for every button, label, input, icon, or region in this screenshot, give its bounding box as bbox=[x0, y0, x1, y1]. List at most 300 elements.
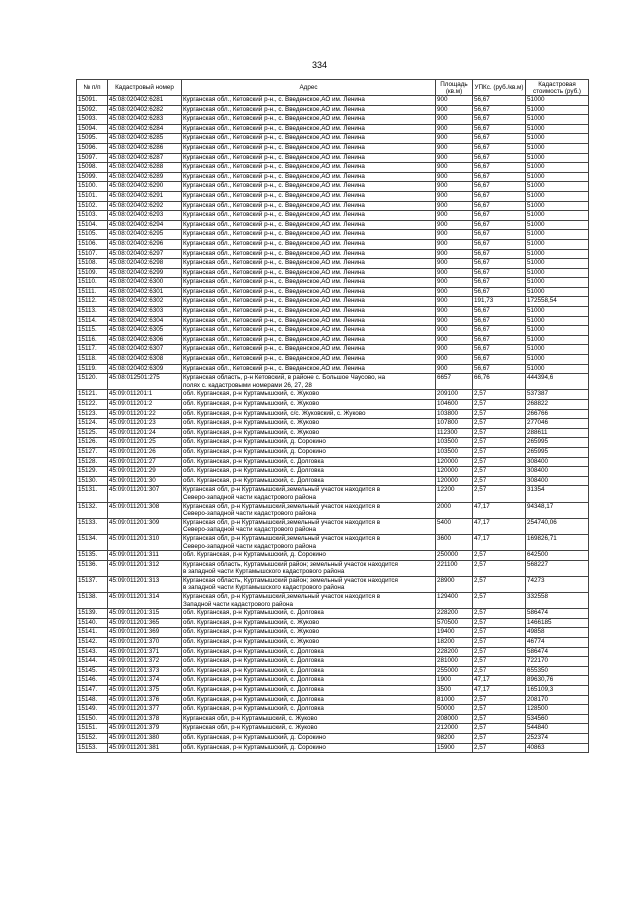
cell-address: обл. Курганская, р-н Куртамышский, с. Долговка bbox=[182, 676, 436, 686]
cell-upks: 2,57 bbox=[473, 647, 526, 657]
table-row bbox=[77, 618, 589, 628]
header-row bbox=[77, 80, 589, 96]
cell-address bbox=[182, 518, 436, 534]
table-row bbox=[77, 560, 589, 576]
cell-area: 900 bbox=[436, 335, 473, 345]
cell-cadastral-number: 45:09:011201:311 bbox=[108, 551, 182, 561]
table-row bbox=[77, 201, 589, 211]
cell-upks: 2,57 bbox=[473, 438, 526, 448]
table-row bbox=[77, 733, 589, 743]
cell-area: 900 bbox=[436, 355, 473, 365]
cell-cadastral-number: 45:08:020402:6283 bbox=[108, 115, 182, 125]
address-line: Курганская обл, р-н Куртамышский,земельный участок находится в bbox=[183, 534, 381, 542]
table-row bbox=[77, 249, 589, 259]
cell-cadastral-number: 45:09:011201:26 bbox=[108, 447, 182, 457]
table-row bbox=[77, 628, 589, 638]
cell-cadastral-number: 45:08:020402:6291 bbox=[108, 191, 182, 201]
cell-upks: 56,67 bbox=[473, 220, 526, 230]
table-row bbox=[77, 278, 589, 288]
cell-upks: 56,67 bbox=[473, 105, 526, 115]
cell-address: Курганская обл., Кетовский р-н., с. Введенское,АО им. Ленина bbox=[182, 326, 436, 336]
address-line: Северо-западной части кадастрового района bbox=[183, 493, 317, 501]
cell-cadastral-value: 31354 bbox=[526, 486, 589, 502]
cell-address: Курганская обл., Кетовский р-н., с. Введенское,АО им. Ленина bbox=[182, 307, 436, 317]
cell-cadastral-value: 51000 bbox=[526, 191, 589, 201]
cell-area: 212000 bbox=[436, 724, 473, 734]
cell-cadastral-number: 45:09:011201:315 bbox=[108, 609, 182, 619]
table-row bbox=[77, 220, 589, 230]
cell-upks: 56,67 bbox=[473, 326, 526, 336]
cell-area: 103500 bbox=[436, 447, 473, 457]
cell-num: 15125. bbox=[77, 428, 108, 438]
cell-upks: 56,67 bbox=[473, 364, 526, 374]
cell-num: 15142. bbox=[77, 638, 108, 648]
cell-num: 15107. bbox=[77, 249, 108, 259]
cell-area: 120000 bbox=[436, 476, 473, 486]
cell-cadastral-value: 51000 bbox=[526, 172, 589, 182]
cell-num: 15101. bbox=[77, 191, 108, 201]
cell-num: 15096. bbox=[77, 143, 108, 153]
cell-num: 15122. bbox=[77, 400, 108, 410]
cell-cadastral-number: 45:08:020402:6286 bbox=[108, 143, 182, 153]
cell-cadastral-value: 128500 bbox=[526, 705, 589, 715]
cell-num: 15137. bbox=[77, 576, 108, 592]
cell-cadastral-number: 45:09:011201:377 bbox=[108, 705, 182, 715]
cell-area: 129400 bbox=[436, 593, 473, 609]
cell-cadastral-number: 45:09:011201:307 bbox=[108, 486, 182, 502]
cell-cadastral-value: 51000 bbox=[526, 96, 589, 106]
cell-address: обл. Курганская, р-н Куртамышский, с. Долговка bbox=[182, 705, 436, 715]
cell-num: 15139. bbox=[77, 609, 108, 619]
cell-area: 2000 bbox=[436, 502, 473, 518]
table-row bbox=[77, 143, 589, 153]
cell-cadastral-number: 45:08:020402:6295 bbox=[108, 230, 182, 240]
cell-cadastral-value: 332558 bbox=[526, 593, 589, 609]
cell-address: Курганская обл., Кетовский р-н., с. Введенское,АО им. Ленина bbox=[182, 259, 436, 269]
cell-num: 15098. bbox=[77, 163, 108, 173]
cell-upks: 2,57 bbox=[473, 560, 526, 576]
cell-address: Курганская обл., Кетовский р-н., с. Введенское,АО им. Ленина bbox=[182, 335, 436, 345]
cell-upks: 47,17 bbox=[473, 534, 526, 550]
cell-area: 18200 bbox=[436, 638, 473, 648]
cell-cadastral-value: 265995 bbox=[526, 447, 589, 457]
cell-area: 209100 bbox=[436, 390, 473, 400]
cell-area: 1900 bbox=[436, 676, 473, 686]
cell-address: обл. Курганская, р-н Куртамышский, с. Жуково bbox=[182, 628, 436, 638]
cell-area: 6657 bbox=[436, 374, 473, 390]
cell-upks: 56,67 bbox=[473, 287, 526, 297]
cell-num: 15104. bbox=[77, 220, 108, 230]
cell-upks: 56,67 bbox=[473, 115, 526, 125]
cell-cadastral-number: 45:09:011201:374 bbox=[108, 676, 182, 686]
cell-cadastral-value: 51000 bbox=[526, 355, 589, 365]
table-row bbox=[77, 335, 589, 345]
cell-cadastral-value: 165109,3 bbox=[526, 686, 589, 696]
cell-address: Курганская обл., Кетовский р-н., с. Введенское,АО им. Ленина bbox=[182, 364, 436, 374]
cell-upks: 2,57 bbox=[473, 428, 526, 438]
cell-upks: 56,67 bbox=[473, 182, 526, 192]
cell-cadastral-value: 51000 bbox=[526, 335, 589, 345]
cell-cadastral-value: 74273 bbox=[526, 576, 589, 592]
address-line: Северо-западной части кадастрового района bbox=[183, 542, 317, 550]
table-row bbox=[77, 268, 589, 278]
cell-cadastral-value: 655350 bbox=[526, 666, 589, 676]
cell-address: обл. Курганская, р-н Куртамышский, с. Долговка bbox=[182, 609, 436, 619]
address-line: Западной части кадастрового района bbox=[183, 600, 294, 608]
cell-area: 112300 bbox=[436, 428, 473, 438]
cell-address: Курганская обл., Кетовский р-н., с. Введенское,АО им. Ленина bbox=[182, 134, 436, 144]
cell-cadastral-number: 45:08:020402:6299 bbox=[108, 268, 182, 278]
cell-upks: 2,57 bbox=[473, 419, 526, 429]
cell-address: обл. Курганская, р-н Куртамышский, с. Жуково bbox=[182, 419, 436, 429]
cell-upks: 2,57 bbox=[473, 743, 526, 753]
cell-upks: 2,57 bbox=[473, 618, 526, 628]
cell-cadastral-number: 45:09:011201:381 bbox=[108, 743, 182, 753]
cell-area: 900 bbox=[436, 326, 473, 336]
cell-address: Курганская обл., Кетовский р-н., с. Введенское,АО им. Ленина bbox=[182, 182, 436, 192]
cell-num: 15113. bbox=[77, 307, 108, 317]
table-row bbox=[77, 124, 589, 134]
cell-address: обл. Курганская, р-н Куртамышский, с. Жуково bbox=[182, 428, 436, 438]
cell-area: 900 bbox=[436, 268, 473, 278]
cell-upks: 191,73 bbox=[473, 297, 526, 307]
cell-cadastral-value: 208170 bbox=[526, 695, 589, 705]
cell-cadastral-value: 94348,17 bbox=[526, 502, 589, 518]
cell-address: Курганская обл., Кетовский р-н., с. Введенское,АО им. Ленина bbox=[182, 191, 436, 201]
address-line: Северо-западной части кадастрового района bbox=[183, 526, 317, 534]
cell-upks: 2,57 bbox=[473, 666, 526, 676]
cell-num: 15144. bbox=[77, 657, 108, 667]
table-row bbox=[77, 96, 589, 106]
cell-upks: 2,57 bbox=[473, 486, 526, 502]
cell-cadastral-number: 45:09:011201:371 bbox=[108, 647, 182, 657]
cell-num: 15135. bbox=[77, 551, 108, 561]
column-header-cadastral-value: Кадастровая стоимость (руб.) bbox=[526, 80, 589, 96]
cell-cadastral-number: 45:09:011201:308 bbox=[108, 502, 182, 518]
cell-address: Курганская обл., Кетовский р-н., с. Введенское,АО им. Ленина bbox=[182, 201, 436, 211]
cell-cadastral-value: 51000 bbox=[526, 182, 589, 192]
table-row bbox=[77, 647, 589, 657]
cell-address: обл. Курганская, р-н Куртамышский, с. Жуково bbox=[182, 400, 436, 410]
cell-address: Курганская обл., Кетовский р-н., с. Введенское,АО им. Ленина bbox=[182, 172, 436, 182]
cell-upks: 56,67 bbox=[473, 355, 526, 365]
table-row bbox=[77, 502, 589, 518]
cell-num: 15146. bbox=[77, 676, 108, 686]
cell-area: 900 bbox=[436, 115, 473, 125]
cell-area: 104600 bbox=[436, 400, 473, 410]
cell-area: 81000 bbox=[436, 695, 473, 705]
table-row bbox=[77, 666, 589, 676]
cell-area: 900 bbox=[436, 172, 473, 182]
cell-area: 103500 bbox=[436, 438, 473, 448]
cell-cadastral-number: 45:08:020402:6309 bbox=[108, 364, 182, 374]
cell-area: 900 bbox=[436, 307, 473, 317]
cell-area: 281000 bbox=[436, 657, 473, 667]
cell-cadastral-number: 45:09:011201:312 bbox=[108, 560, 182, 576]
cell-upks: 56,67 bbox=[473, 124, 526, 134]
table-row bbox=[77, 534, 589, 550]
cell-upks: 47,17 bbox=[473, 518, 526, 534]
cell-upks: 56,67 bbox=[473, 239, 526, 249]
table-row bbox=[77, 153, 589, 163]
cell-cadastral-number: 45:08:020402:6282 bbox=[108, 105, 182, 115]
cell-upks: 56,67 bbox=[473, 259, 526, 269]
table-row bbox=[77, 191, 589, 201]
cell-address: Курганская обл., Кетовский р-н., с. Введенское,АО им. Ленина bbox=[182, 105, 436, 115]
cell-cadastral-number: 45:09:011201:1 bbox=[108, 390, 182, 400]
cell-cadastral-number: 45:09:011201:313 bbox=[108, 576, 182, 592]
cell-upks: 56,67 bbox=[473, 316, 526, 326]
table-row bbox=[77, 230, 589, 240]
cell-upks: 56,67 bbox=[473, 96, 526, 106]
cell-cadastral-value: 51000 bbox=[526, 201, 589, 211]
cell-address bbox=[182, 560, 436, 576]
cell-cadastral-value: 444394,6 bbox=[526, 374, 589, 390]
table-row bbox=[77, 134, 589, 144]
cell-address: Курганская обл., Кетовский р-н., с. Введенское,АО им. Ленина bbox=[182, 163, 436, 173]
cell-num: 15120. bbox=[77, 374, 108, 390]
cell-cadastral-number: 45:08:020402:6303 bbox=[108, 307, 182, 317]
cell-cadastral-value: 51000 bbox=[526, 239, 589, 249]
table-row bbox=[77, 743, 589, 753]
cell-area: 900 bbox=[436, 278, 473, 288]
table-row bbox=[77, 428, 589, 438]
cell-upks: 56,67 bbox=[473, 307, 526, 317]
column-header-area: Площадь (кв.м) bbox=[436, 80, 473, 96]
cell-num: 15108. bbox=[77, 259, 108, 269]
column-header-cadastral-number: Кадастровый номер bbox=[108, 80, 182, 96]
cell-cadastral-value: 265995 bbox=[526, 438, 589, 448]
cell-num: 15095. bbox=[77, 134, 108, 144]
cell-cadastral-value: 586474 bbox=[526, 609, 589, 619]
cell-cadastral-value: 308400 bbox=[526, 476, 589, 486]
cell-area: 900 bbox=[436, 230, 473, 240]
table-row bbox=[77, 390, 589, 400]
cell-address: обл. Курганская, р-н Куртамышский, с. Долговка bbox=[182, 666, 436, 676]
address-line: Курганская область, Куртамышский район; земельный участок находится bbox=[183, 576, 398, 584]
cell-cadastral-value: 51000 bbox=[526, 326, 589, 336]
address-line: Северо-западной части кадастрового района bbox=[183, 510, 317, 518]
cell-cadastral-value: 51000 bbox=[526, 249, 589, 259]
cell-upks: 2,57 bbox=[473, 457, 526, 467]
cell-cadastral-number: 45:09:011201:378 bbox=[108, 714, 182, 724]
cell-num: 15147. bbox=[77, 686, 108, 696]
cell-address: Курганская обл., Кетовский р-н., с. Введенское,АО им. Ленина bbox=[182, 211, 436, 221]
cell-cadastral-number: 45:09:011201:25 bbox=[108, 438, 182, 448]
cell-upks: 66,76 bbox=[473, 374, 526, 390]
cell-address: обл. Курганская, р-н Куртамышский, с. Жуково bbox=[182, 638, 436, 648]
column-header-upks: УПКс. (руб./кв.м) bbox=[473, 80, 526, 96]
cell-cadastral-value: 308400 bbox=[526, 467, 589, 477]
table-row bbox=[77, 609, 589, 619]
cell-num: 15150. bbox=[77, 714, 108, 724]
cell-upks: 2,57 bbox=[473, 551, 526, 561]
cell-address: Курганская обл., Кетовский р-н., с. Введенское,АО им. Ленина bbox=[182, 153, 436, 163]
table-row bbox=[77, 163, 589, 173]
cell-cadastral-value: 308400 bbox=[526, 457, 589, 467]
cell-num: 15130. bbox=[77, 476, 108, 486]
cell-cadastral-value: 51000 bbox=[526, 307, 589, 317]
cell-num: 15143. bbox=[77, 647, 108, 657]
cell-address: обл. Курганская, р-н Куртамышский, с. Долговка bbox=[182, 657, 436, 667]
table-row bbox=[77, 297, 589, 307]
cell-cadastral-number: 45:09:011201:369 bbox=[108, 628, 182, 638]
table-row bbox=[77, 457, 589, 467]
cell-num: 15091. bbox=[77, 96, 108, 106]
cell-cadastral-number: 45:09:011201:373 bbox=[108, 666, 182, 676]
cell-num: 15109. bbox=[77, 268, 108, 278]
cell-upks: 2,57 bbox=[473, 609, 526, 619]
cell-address: Курганская обл, р-н Куртамышский, с. Жуково bbox=[182, 714, 436, 724]
cell-address: Курганская обл., Кетовский р-н., с. Введенское,АО им. Ленина bbox=[182, 249, 436, 259]
address-line: в западной части Куртамышского кадастрового района bbox=[183, 584, 345, 592]
cell-address: обл. Курганская, р-н Куртамышский, д. Сорокино bbox=[182, 438, 436, 448]
cell-address: Курганская обл., Кетовский р-н., с. Введенское,АО им. Ленина bbox=[182, 115, 436, 125]
cell-num: 15114. bbox=[77, 316, 108, 326]
cell-cadastral-value: 51000 bbox=[526, 220, 589, 230]
cell-num: 15100. bbox=[77, 182, 108, 192]
table-row bbox=[77, 518, 589, 534]
cell-area: 900 bbox=[436, 345, 473, 355]
cell-upks: 56,67 bbox=[473, 163, 526, 173]
cell-cadastral-value: 266766 bbox=[526, 409, 589, 419]
cell-cadastral-value: 288611 bbox=[526, 428, 589, 438]
cell-num: 15152. bbox=[77, 733, 108, 743]
cell-cadastral-number: 45:08:020402:6287 bbox=[108, 153, 182, 163]
cell-cadastral-number: 45:08:020402:6301 bbox=[108, 287, 182, 297]
table-row bbox=[77, 400, 589, 410]
table-row bbox=[77, 486, 589, 502]
cell-cadastral-number: 45:09:011201:380 bbox=[108, 733, 182, 743]
cell-upks: 56,67 bbox=[473, 335, 526, 345]
cell-cadastral-value: 51000 bbox=[526, 316, 589, 326]
cell-address bbox=[182, 534, 436, 550]
cell-cadastral-number: 45:08:020402:6281 bbox=[108, 96, 182, 106]
cell-num: 15127. bbox=[77, 447, 108, 457]
cell-address: обл. Курганская, р-н Куртамышский, с. Долговка bbox=[182, 457, 436, 467]
cell-upks: 2,57 bbox=[473, 724, 526, 734]
cell-cadastral-value: 40863 bbox=[526, 743, 589, 753]
cell-address: обл. Курганская, р-н Куртамышский, д. Сорокино bbox=[182, 733, 436, 743]
cell-num: 15141. bbox=[77, 628, 108, 638]
cell-area: 900 bbox=[436, 134, 473, 144]
cell-upks: 2,57 bbox=[473, 593, 526, 609]
table-row bbox=[77, 657, 589, 667]
cell-area: 120000 bbox=[436, 467, 473, 477]
cell-cadastral-value: 51000 bbox=[526, 364, 589, 374]
cell-cadastral-value: 51000 bbox=[526, 153, 589, 163]
cell-num: 15151. bbox=[77, 724, 108, 734]
cell-num: 15136. bbox=[77, 560, 108, 576]
cell-cadastral-number: 45:09:011201:372 bbox=[108, 657, 182, 667]
cell-num: 15126. bbox=[77, 438, 108, 448]
address-line: полях с. кадастровыми номерами 26, 27, 28 bbox=[183, 381, 312, 389]
table-row bbox=[77, 374, 589, 390]
cell-address: обл. Курганская, р-н Куртамышский, с. Жуково bbox=[182, 390, 436, 400]
cell-upks: 2,57 bbox=[473, 705, 526, 715]
cell-upks: 56,67 bbox=[473, 143, 526, 153]
cell-upks: 2,57 bbox=[473, 638, 526, 648]
cell-area: 900 bbox=[436, 211, 473, 221]
cell-num: 15131. bbox=[77, 486, 108, 502]
cell-cadastral-value: 1466185 bbox=[526, 618, 589, 628]
cell-upks: 2,57 bbox=[473, 409, 526, 419]
cell-cadastral-value: 722170 bbox=[526, 657, 589, 667]
table-row bbox=[77, 287, 589, 297]
cell-cadastral-value: 51000 bbox=[526, 105, 589, 115]
table-row bbox=[77, 714, 589, 724]
cell-cadastral-value: 252374 bbox=[526, 733, 589, 743]
cell-area: 900 bbox=[436, 249, 473, 259]
table-body bbox=[77, 96, 589, 753]
table-row bbox=[77, 676, 589, 686]
table-row bbox=[77, 364, 589, 374]
cell-cadastral-number: 45:09:011201:365 bbox=[108, 618, 182, 628]
table-row bbox=[77, 551, 589, 561]
cell-cadastral-value: 642500 bbox=[526, 551, 589, 561]
table-row bbox=[77, 355, 589, 365]
table-row bbox=[77, 211, 589, 221]
table-row bbox=[77, 316, 589, 326]
cell-num: 15110. bbox=[77, 278, 108, 288]
cell-upks: 47,17 bbox=[473, 676, 526, 686]
cell-cadastral-number: 45:08:020402:6289 bbox=[108, 172, 182, 182]
cell-area: 570500 bbox=[436, 618, 473, 628]
cell-cadastral-number: 45:08:020402:6305 bbox=[108, 326, 182, 336]
cell-cadastral-value: 51000 bbox=[526, 124, 589, 134]
cell-upks: 2,57 bbox=[473, 628, 526, 638]
cell-address: Курганская обл., Кетовский р-н., с. Введенское,АО им. Ленина bbox=[182, 297, 436, 307]
cell-upks: 56,67 bbox=[473, 345, 526, 355]
cell-cadastral-number: 45:09:011201:27 bbox=[108, 457, 182, 467]
cell-area: 228200 bbox=[436, 647, 473, 657]
cell-address bbox=[182, 486, 436, 502]
cell-address: Курганская обл., Кетовский р-н., с. Введенское,АО им. Ленина bbox=[182, 355, 436, 365]
table-row bbox=[77, 345, 589, 355]
cell-cadastral-number: 45:08:020402:6306 bbox=[108, 335, 182, 345]
cell-num: 15094. bbox=[77, 124, 108, 134]
cell-area: 15900 bbox=[436, 743, 473, 753]
table-row bbox=[77, 593, 589, 609]
cell-upks: 2,57 bbox=[473, 467, 526, 477]
cell-cadastral-number: 45:08:020402:6285 bbox=[108, 134, 182, 144]
cell-address: обл. Курганская, р-н Куртамышский, с. Жуково bbox=[182, 618, 436, 628]
cell-num: 15148. bbox=[77, 695, 108, 705]
cell-area: 900 bbox=[436, 201, 473, 211]
table-row bbox=[77, 105, 589, 115]
cell-address: обл. Курганская, р-н Куртамышский, д. Сорокино bbox=[182, 551, 436, 561]
table-row bbox=[77, 638, 589, 648]
table-row bbox=[77, 705, 589, 715]
cell-cadastral-value: 254740,06 bbox=[526, 518, 589, 534]
table-row bbox=[77, 695, 589, 705]
cell-cadastral-number: 45:08:020402:6307 bbox=[108, 345, 182, 355]
table-row bbox=[77, 686, 589, 696]
cell-upks: 56,67 bbox=[473, 230, 526, 240]
cell-area: 900 bbox=[436, 143, 473, 153]
cell-upks: 56,67 bbox=[473, 153, 526, 163]
cell-cadastral-value: 51000 bbox=[526, 143, 589, 153]
address-line: Курганская обл, р-н Куртамышский,земельный участок находится в bbox=[183, 518, 381, 526]
cell-upks: 2,57 bbox=[473, 657, 526, 667]
cell-cadastral-number: 45:09:011201:370 bbox=[108, 638, 182, 648]
cell-address: обл. Курганская, р-н Куртамышский, с. Долговка bbox=[182, 467, 436, 477]
table-row bbox=[77, 419, 589, 429]
cell-cadastral-value: 51000 bbox=[526, 115, 589, 125]
address-line: Курганская обл, р-н Куртамышский,земельный участок находится в bbox=[183, 502, 381, 510]
cell-num: 15118. bbox=[77, 355, 108, 365]
cell-area: 900 bbox=[436, 191, 473, 201]
